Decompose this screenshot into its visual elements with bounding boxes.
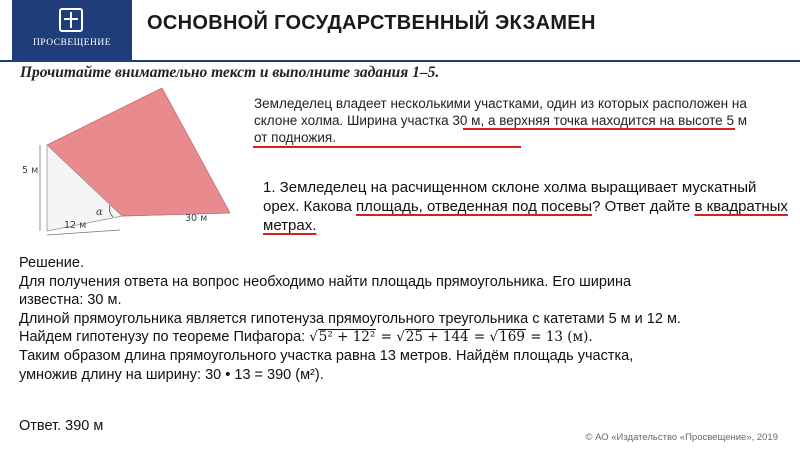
formula-result: 13 (м). xyxy=(545,329,593,346)
question-marked-area: площадь, отведенная под посевы xyxy=(356,198,593,215)
hill-slope-figure xyxy=(22,88,232,240)
publisher-logo-text: ПРОСВЕЩЕНИЕ xyxy=(32,38,112,48)
sqrt-term-3: 169 xyxy=(499,329,525,346)
solution-line: известна: 30 м. xyxy=(19,292,122,309)
publisher-logo xyxy=(12,0,132,60)
problem-text xyxy=(254,95,754,146)
question-part-2: ? Ответ дайте xyxy=(592,198,695,215)
solution-line: Длиной прямоугольника является гипотенуза прямоугольного треугольника с катетами 5 м и 12 м. xyxy=(19,310,681,327)
solution-line: Для получения ответа на вопрос необходимо найти площадь прямоугольника. Его ширина xyxy=(19,273,632,290)
solution-line: Таким образом длина прямоугольного участка равна 13 метров. Найдём площадь участка, xyxy=(19,347,634,364)
formula-prefix: Найдем гипотенузу по теореме Пифагора: xyxy=(19,329,310,346)
width-label: 30 м xyxy=(185,213,208,224)
solution-block xyxy=(19,254,789,384)
instruction-text: Прочитайте внимательно текст и выполните задания 1–5. xyxy=(20,64,440,81)
header-divider xyxy=(0,60,800,62)
solution-heading: Решение. xyxy=(19,255,84,271)
exam-title: ОСНОВНОЙ ГОСУДАРСТВЕННЫЙ ЭКЗАМЕН xyxy=(147,12,596,34)
copyright-text: © АО «Издательство «Просвещение», 2019 xyxy=(585,432,778,443)
solution-formula-line xyxy=(19,328,789,347)
pythagoras-formula: √5² + 12² = √25 + 144 = √169 = 13 (м). xyxy=(309,329,593,346)
publisher-emblem-icon xyxy=(59,8,83,32)
problem-plain: Земледелец владеет несколькими участками, один из которых расположен на склоне холма. xyxy=(254,96,747,128)
red-underline-1 xyxy=(463,128,735,130)
question-part-1: 1. Земледелец на расчищенном склоне холма выращивает мускатный орех. Какова xyxy=(263,179,757,215)
answer-text: Ответ. 390 м xyxy=(19,418,104,434)
problem-marked: Ширина участка 30 м, а верхняя точка находится на высоте 5 м от подножия. xyxy=(254,113,747,145)
question-text xyxy=(263,178,788,235)
red-underline-2 xyxy=(253,146,521,148)
question-marked-units: в квадратных метрах. xyxy=(263,198,788,234)
solution-line: умножив длину на ширину: 30 • 13 = 390 (м²). xyxy=(19,366,324,383)
base-label: 12 м xyxy=(64,220,87,231)
sqrt-term-1: 5² + 12² xyxy=(318,329,376,346)
height-label: 5 м xyxy=(22,165,39,176)
sqrt-term-2: 25 + 144 xyxy=(405,329,469,346)
angle-label: α xyxy=(96,207,103,218)
